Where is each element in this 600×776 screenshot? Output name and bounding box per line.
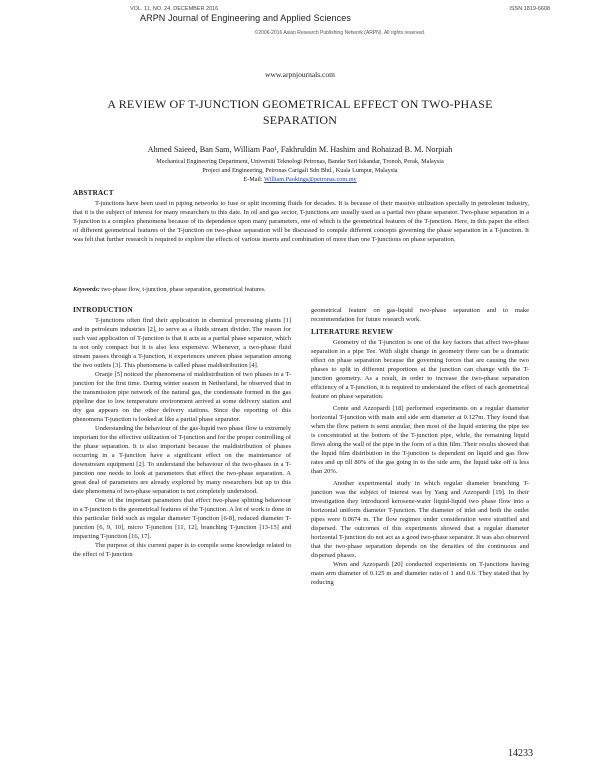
- review-paragraph: Conte and Azzopardi [18] performed experiments on a regular diameter horizontal T-junction with main and side arm diameter at 0.127m. They found that when the flow pattern is semi annular, then most of the liquid entering the pipe tee is concentrated at the bottom of the T-junction pipe, while, the remaining liquid flows along the wall of the pipe in the form of a thin film. Their results showed that the liquid film distribution in the T-junction is dependent on liquid and gas flow rates and up till 80% of the gas going in to the side arm, the liquid take off is less than 20%.: [311, 405, 529, 475]
- email-label: E-Mail:: [243, 176, 263, 183]
- paper-title: [60, 96, 540, 128]
- keywords-text: two-phase flow, t-junction, phase separation, geometrical features.: [101, 286, 266, 293]
- intro-paragraph: Oranje [5] noticed the phenomena of maldistribution of two phases in a T-junction for the first time. During winter season in Netherland, he observed that in the transmission pipe network of the natural gas, the condensate formed in the gas pipeline due to low temperature environment arrived at some delivery station and dry gas appears on the other delivery stations. Since the reporting of this phenomena T-junction is looked at like a partial phase separator.: [73, 371, 291, 423]
- journal-name: ARPN Journal of Engineering and Applied Sciences: [140, 13, 351, 23]
- right-column: [311, 306, 529, 587]
- email-line: [70, 175, 530, 184]
- review-paragraph: Geometry of the T-junction is one of the key factors that affect two-phase separation in a pipe Tee. With slight change in geometry there can be a dramatic effect on phase separation because the governing forces that are causing the two phases to split in different proportions at the junction can change with the T-junction geometry. As a result, in order to increase the two-phase separation efficiency of a T-junction, it is required to understand the effect of each geometrical feature on phase separation.: [311, 339, 529, 400]
- intro-paragraph: The purpose of this current paper is to compile some knowledge related to the effect of T-junction: [73, 542, 291, 558]
- page-number: 14233: [508, 748, 533, 759]
- affiliation-line-1: Mechanical Engineering Department, Universiti Teknologi Petronas, Bandar Seri Iskandar, Tronoh, Perak, Malaysia: [156, 158, 444, 165]
- affiliation-line-2: Project and Engineering, Petronas Carigali Sdn Bhd., Kuala Lumpur, Malaysia: [202, 167, 398, 174]
- review-paragraph: Another experimental study in which regular diameter branching T-junction was the subject of interest was by Yang and Azzopardi [19]. In their investigation they introduced kerosene-water liquid-liquid two phase flow into a horizontal uniform diameter T-junction. The diameter of inlet and both the outlet pipes were 0.0674 m. The flow regimes under consideration were stratified and dispersed. The outcomes of this experiments showed that a regular diameter horizontal T-junction do not act as a good two-phase separator. It was also observed that the two-phase separation depends on the densities of the continuous and dispersed phases.: [311, 480, 529, 559]
- journal-website[interactable]: www.arpnjournals.com: [265, 70, 335, 79]
- intro-paragraph: One of the important parameters that effect two-phase splitting behaviour in a T-junction is the geometrical features of the T-junction. A lot of work is done in this particular field such as regular diameter T-junction [6-8], reduced diameter T-junction [6, 9, 10], micro T-junction [11, 12], branching T-junction [13-15] and impacting T-junction [16, 17].: [73, 497, 291, 540]
- issn: ISSN 1819-6608: [509, 6, 550, 12]
- intro-paragraph: Understanding the behaviour of the gas-liquid two phase flow is extremely important for the effective utilization of T-junction and for the proper controlling of the phase separation. It is also important because the maldistribution of phases occurring in a T-junction have a significant effect on the maintenance of downstream equipment [2]. To understand the behaviour of the two-phases in a T-junction one needs to look at parameters that effect the two-phase separation. A great deal of parameters are already explored by many researchers but up to this date phenomena of two-phase separation is not completely understood.: [73, 425, 291, 495]
- abstract-heading: ABSTRACT: [73, 189, 114, 197]
- abstract-text: T-junctions have been used in piping networks to fuse or split incoming fluids for decades. It is because of their massive utilization specially in petroleum industry, that it is the subject of interest for many researchers to this date. In oil and gas sector, T-junctions are usually used as a partial two phase separator. Two-phase separation in a T-junction is a complex phenomena because of its dependence upon many parameters, one of which is the geometrical features of the T-junction. Here, in this paper the effect of different geometrical features of the T-junction on two-phase separation will be discussed to compile different concepts governing the phase separation in a T-junction. It was felt that further research is required to explore the effects of various inserts and combination of more than one T-junctions on phase separation.: [73, 200, 529, 243]
- literature-review-heading: LITERATURE REVIEW: [311, 328, 394, 336]
- title-line-1: A REVIEW OF T-JUNCTION GEOMETRICAL EFFECT ON TWO-PHASE: [107, 97, 493, 111]
- left-column: [73, 306, 291, 559]
- copyright-line: ©2006-2016 Asian Research Publishing Network (ARPN). All rights reserved.: [254, 30, 426, 36]
- title-line-2: SEPARATION: [262, 113, 338, 127]
- intro-paragraph: T-junctions often find their application in chemical processing plants [1] and in petroleum industries [2], to serve as a fluids stream divider. The reason for such vast application of T-junction is that it acts as a partial phase separator, which is not only compact but it is also less expensive. Whenever, a two-phase fluid stream passes through a T-junction, it experiences uneven phase separation among the two outlets [3]. This phenomena is called phase maldistribution [4].: [73, 317, 291, 369]
- author-list: Ahmed Saieed, Ban Sam, William Pao¹, Fakhruldin M. Hashim and Rohaizad B. M. Norpiah: [147, 145, 453, 154]
- introduction-heading: INTRODUCTION: [73, 306, 133, 314]
- review-paragraph: Wren and Azzopardi [20] conducted experiments on T-junctions having main arm diameter of 0.125 m and diameter ratio of 1 and 0.6. They stated that by reducing: [311, 561, 529, 586]
- intro-continuation: geometrical feature on gas-liquid two-phase separation and to make recommendation for future research work.: [311, 307, 529, 323]
- keywords-line: [73, 286, 529, 293]
- keywords-label: Keywords:: [73, 286, 100, 293]
- email-link[interactable]: William.Paokings@petronas.com.my: [264, 176, 357, 183]
- volume-info: VOL. 11, NO. 24, DECEMBER 2016: [130, 6, 219, 12]
